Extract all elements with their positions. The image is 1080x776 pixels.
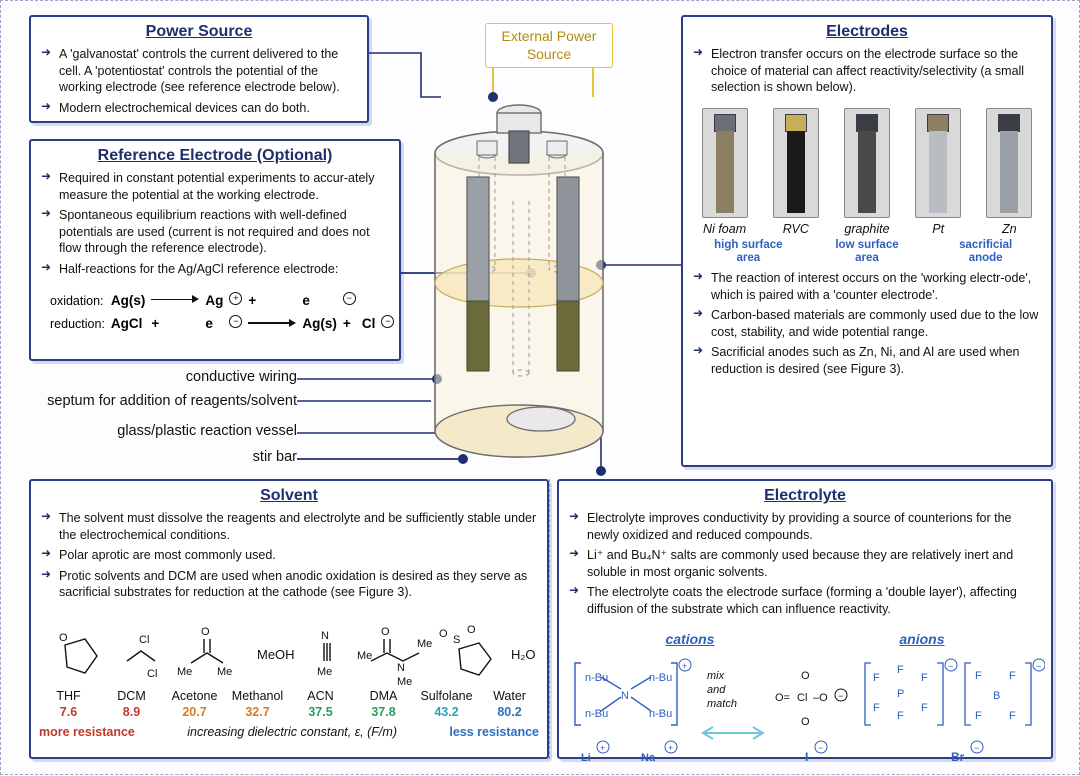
anions-heading: anions (899, 631, 945, 647)
electrode-sample (837, 108, 897, 236)
reaction-arrow-icon (248, 316, 296, 328)
electrode-tag: sacrificial anode (959, 238, 1013, 265)
electrodes-bullets-top (683, 46, 1051, 106)
dielectric-value: 80.2 (497, 704, 522, 719)
svg-text:Cl: Cl (139, 633, 150, 646)
list-item: ➜ The solvent must dissolve the reagents and electrolyte and be sufficiently stable under the electrochemical conditions. (41, 510, 537, 543)
half-reaction-oxidation (47, 289, 397, 312)
mix-match-line-3: match (707, 698, 737, 710)
mix-match-line-1: mix (707, 670, 725, 682)
solvent-title: Solvent (260, 487, 318, 504)
external-power-source-label: External Power Source (501, 28, 597, 62)
list-item: ➜ Carbon-based materials are commonly used due to the low cost, stability, and wide potential range. (693, 307, 1041, 340)
list-item: ➜ Half-reactions for the Ag/AgCl reference electrode: (41, 261, 389, 278)
reference-electrode-title: Reference Electrode (Optional) (97, 147, 333, 164)
electrolyte-bullets (559, 510, 1051, 627)
electrode-sample (695, 108, 755, 236)
svg-text:N: N (321, 629, 329, 642)
list-item: ➜ The electrolyte coats the electrode surface (forming a 'double layer'), affecting diffusion of the substrate which can influence reactivity. (569, 584, 1041, 617)
electrode-name: Zn (1002, 221, 1017, 236)
electrode-photo-ni-foam (702, 108, 748, 218)
solvent-value-row (31, 703, 547, 719)
svg-text:−: − (948, 661, 954, 671)
plus-sign: + (342, 316, 351, 332)
cation-label: n-Bu (649, 672, 673, 684)
dielectric-value: 20.7 (182, 704, 207, 719)
solvent-name: Methanol (231, 688, 284, 703)
solvent-name: Water (493, 688, 526, 703)
oxidation-product-2: e (302, 293, 310, 309)
solvent-bullets (31, 510, 547, 611)
plus-charge-icon: + (229, 292, 242, 305)
dielectric-value: 37.8 (371, 704, 396, 719)
electrode-name: Ni foam (703, 221, 747, 236)
svg-text:Me: Me (417, 637, 433, 650)
ion-headings (559, 627, 1051, 647)
electrode-material (716, 131, 734, 213)
pf6-f: F (921, 702, 928, 714)
electrode-sample (908, 108, 968, 236)
list-item: ➜ Modern electrochemical devices can do both. (41, 100, 357, 117)
pf6-p: P (897, 688, 905, 700)
oxidation-label: oxidation: (50, 293, 104, 308)
cation-label: n-Bu (585, 672, 609, 684)
list-item: ➜ Protic solvents and DCM are used when anodic oxidation is desired as they serve as sacrificial substrates for reduction at the cathode (see Figure 3). (41, 568, 537, 601)
iodide-label: I (805, 750, 809, 764)
oxidation-reactant: Ag(s) (110, 293, 146, 309)
svg-text:Me: Me (177, 665, 193, 678)
list-item: ➜ Electrolyte improves conductivity by providing a source of counterions for the newly oxidized and reduced compounds. (569, 510, 1041, 543)
bf4-f: F (1009, 670, 1016, 682)
cations-heading: cations (665, 631, 715, 647)
half-reaction-reduction (47, 312, 397, 335)
ion-structures (565, 649, 1045, 773)
power-source-title: Power Source (145, 23, 253, 40)
solvent-name: THF (56, 688, 81, 703)
label-septum: septum for addition of reagents/solvent (47, 393, 297, 409)
svg-text:O: O (201, 625, 210, 638)
electrode-cap-icon (785, 114, 807, 132)
reaction-arrow-icon (151, 293, 199, 305)
label-stir-bar: stir bar (252, 449, 297, 465)
sodium-label: Na (641, 752, 656, 764)
solvent-structures (35, 615, 543, 687)
perchlorate-cl: Cl (797, 692, 808, 704)
oxidation-product-1: Ag (205, 293, 224, 309)
panel-electrolyte (557, 479, 1053, 764)
dielectric-value: 37.5 (308, 704, 333, 719)
electrode-name: RVC (782, 221, 809, 236)
half-reaction-equations (31, 287, 399, 335)
electrode-material (787, 131, 805, 213)
solvent-name: DMA (369, 688, 398, 703)
panel-divider (549, 479, 550, 759)
panel-electrodes (681, 15, 1053, 467)
reduction-reactant-2: e (205, 316, 213, 332)
svg-text:+: + (600, 743, 606, 753)
list-item: ➜ A 'galvanostat' controls the current delivered to the cell. A 'potentiostat' controls the potential of the working electrode (see reference electrode below). (41, 46, 357, 96)
bromide-label: Br (951, 750, 965, 764)
scale-left-label: more resistance (39, 724, 135, 739)
list-item: ➜ Li⁺ and Bu₄N⁺ salts are commonly used because they are relatively inert and soluble in most organic solvents. (569, 547, 1041, 580)
pf6-f: F (873, 702, 880, 714)
nitrogen-label: N (621, 690, 629, 702)
svg-text:Me: Me (317, 665, 333, 678)
electrode-name: graphite (844, 221, 890, 236)
electrode-cap-icon (714, 114, 736, 132)
scale-mid-label: increasing dielectric constant, ε, (F/m) (187, 724, 397, 739)
list-item: ➜ Polar aprotic are most commonly used. (41, 547, 537, 564)
svg-text:Cl: Cl (147, 667, 158, 680)
scale-right-label: less resistance (449, 724, 539, 739)
electrode-tag: low surface area (835, 238, 899, 265)
solvent-name: DCM (117, 688, 146, 703)
solvent-scale-row (31, 719, 547, 739)
svg-text:−: − (1036, 661, 1042, 671)
cation-label: n-Bu (585, 708, 609, 720)
dielectric-value: 43.2 (434, 704, 459, 719)
svg-text:O: O (381, 625, 390, 638)
svg-text:−: − (838, 691, 844, 701)
svg-text:H₂O: H₂O (511, 646, 536, 662)
external-power-source-note (485, 23, 613, 68)
reduction-reactant-1: AgCl (110, 316, 143, 332)
electrode-tags (683, 236, 1051, 271)
electrode-name: Pt (932, 221, 945, 236)
lithium-label: Li (581, 752, 591, 764)
reduction-product-1: Ag(s) (302, 316, 337, 332)
pf6-f: F (873, 672, 880, 684)
electrode-sample (979, 108, 1039, 236)
svg-text:−: − (974, 743, 980, 753)
electrode-material (858, 131, 876, 213)
electrode-sample (766, 108, 826, 236)
electrode-photo-rvc (773, 108, 819, 218)
solvent-name-row (31, 687, 547, 703)
svg-text:−: − (818, 743, 824, 753)
svg-text:Me: Me (217, 665, 233, 678)
electrode-photo-pt (915, 108, 961, 218)
cation-label: n-Bu (649, 708, 673, 720)
perchlorate-oxygen: O (801, 716, 810, 728)
bf4-f: F (1009, 710, 1016, 722)
svg-text:Me: Me (397, 675, 413, 687)
svg-text:+: + (668, 743, 674, 753)
panel-reference-electrode (29, 139, 401, 361)
solvent-name: Acetone (171, 688, 218, 703)
list-item: ➜ Required in constant potential experiments to accur-ately measure the potential at the working electrode. (41, 170, 389, 203)
minus-charge-icon: − (229, 315, 242, 328)
minus-charge-icon: − (381, 315, 394, 328)
svg-text:MeOH: MeOH (257, 646, 295, 662)
reference-electrode-bullets (31, 170, 399, 287)
electrode-cap-icon (927, 114, 949, 132)
plus-sign: + (151, 316, 160, 332)
reduction-product-2: Cl (361, 316, 376, 332)
bf4-f: F (975, 710, 982, 722)
mix-match-line-2: and (707, 684, 726, 696)
svg-text:Me: Me (357, 649, 373, 662)
label-conductive-wiring: conductive wiring (185, 369, 297, 385)
solvent-name: Sulfolane (420, 688, 473, 703)
dielectric-value: 7.6 (59, 704, 78, 719)
dielectric-value: 8.9 (122, 704, 141, 719)
svg-text:N: N (397, 661, 405, 674)
bf4-f: F (975, 670, 982, 682)
perchlorate-oxygen: O= (775, 692, 790, 704)
solvent-name: ACN (307, 688, 334, 703)
electrode-photo-graphite (844, 108, 890, 218)
electrode-sample-strip (683, 106, 1051, 236)
svg-text:+: + (682, 661, 688, 671)
perchlorate-oxygen: –O (813, 692, 828, 704)
electrode-cap-icon (856, 114, 878, 132)
electrode-material (1000, 131, 1018, 213)
electrode-photo-zn (986, 108, 1032, 218)
reduction-label: reduction: (50, 316, 105, 331)
minus-charge-icon: − (343, 292, 356, 305)
panel-power-source (29, 15, 369, 123)
electrode-cap-icon (998, 114, 1020, 132)
power-source-bullets (31, 46, 367, 126)
svg-text:O: O (439, 627, 448, 640)
list-item: ➜ Electron transfer occurs on the electrode surface so the choice of material can affect reactivity/selectivity (a small selection is shown below). (693, 46, 1041, 96)
list-item: ➜ Spontaneous equilibrium reactions with well-defined potentials are used (current is not required and does not flow through the reference electrode). (41, 207, 389, 257)
electrodes-bullets-bottom (683, 270, 1051, 387)
dielectric-value: 32.7 (245, 704, 270, 719)
panel-solvent (29, 479, 549, 759)
svg-text:O: O (59, 631, 68, 644)
perchlorate-oxygen: O (801, 670, 810, 682)
electrodes-title: Electrodes (826, 23, 908, 40)
bf4-b: B (993, 690, 1001, 702)
electrode-material (929, 131, 947, 213)
list-item: ➜ The reaction of interest occurs on the 'working electr-ode', which is paired with a 'counter electrode'. (693, 270, 1041, 303)
electrolyte-title: Electrolyte (764, 487, 846, 504)
pf6-f: F (897, 664, 904, 676)
svg-text:O: O (467, 623, 476, 636)
list-item: ➜ Sacrificial anodes such as Zn, Ni, and Al are used when reduction is desired (see Figure 3). (693, 344, 1041, 377)
double-arrow-icon (703, 727, 763, 739)
electrode-tag: high surface area (714, 238, 783, 265)
plus-sign: + (248, 293, 257, 309)
pf6-f: F (897, 710, 904, 722)
svg-text:S: S (453, 633, 461, 646)
label-reaction-vessel: glass/plastic reaction vessel (117, 423, 297, 439)
pf6-f: F (921, 672, 928, 684)
